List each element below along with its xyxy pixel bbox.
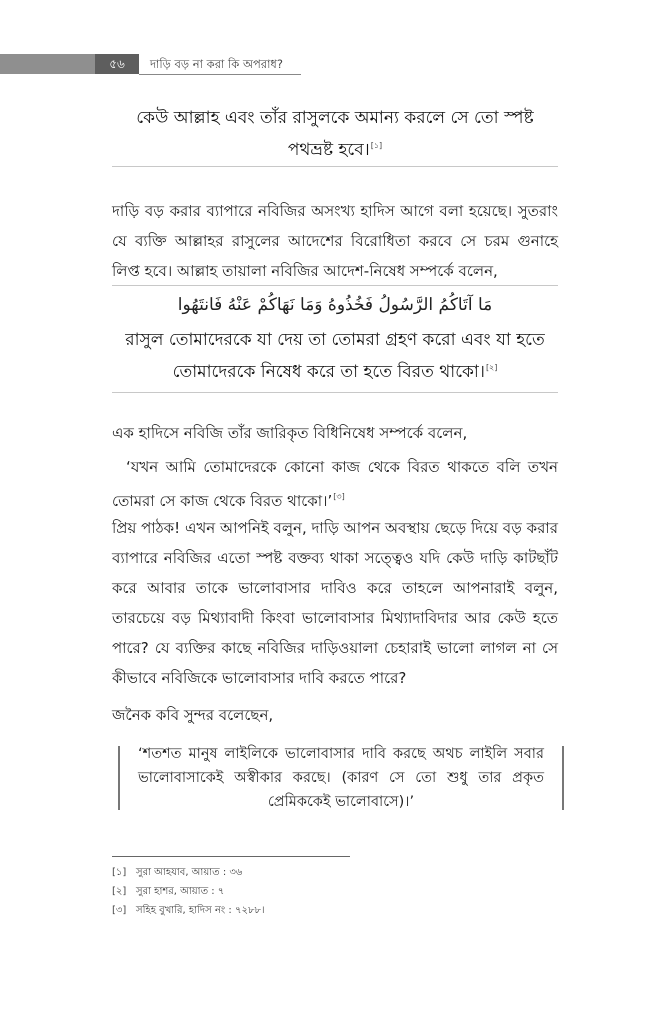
footnote-3 [112, 904, 265, 918]
divider-2 [112, 285, 558, 286]
poem-text: ‘শতশত মানুষ লাইলিকে ভালোবাসার দাবি করছে অথচ লাইলি সবার ভালোবাসাকেই অস্বীকার করছে। (কারণ সে তো শুধু তার প্রকৃত প্রেমিককেই ভালোবাসে)।’ [138, 746, 544, 810]
header-bar [0, 54, 95, 74]
footnote-1-text: সুরা আহযাব, আয়াত : ৩৬ [136, 867, 243, 878]
quote-1 [112, 104, 558, 164]
page-number: ৫৬ [95, 54, 139, 74]
footnote-1-mark: [১] [112, 867, 127, 878]
footnote-2-text: সুরা হাশর, আয়াত : ৭ [136, 886, 225, 897]
poem-bar-left [118, 746, 120, 810]
quote-2-text: রাসুল তোমাদেরকে যা দেয় তা তোমরা গ্রহণ করো এবং যা হতে তোমাদেরকে নিষেধ করে তা হতে বিরত থাকো। [125, 330, 545, 382]
footnote-2-mark: [২] [112, 886, 127, 897]
divider-3 [112, 392, 558, 393]
paragraph-4: জনৈক কবি সুন্দর বলেছেন, [112, 706, 274, 724]
footnote-2 [112, 885, 224, 899]
footnote-1 [112, 866, 242, 880]
arabic-verse: مَا آتَاكُمُ الرَّسُولُ فَخُذُوهُ وَمَا نَهَاكُمْ عَنْهُ فَانتَهُوا [177, 295, 493, 315]
quote-2-ref: [২] [485, 363, 498, 372]
paragraph-1: দাড়ি বড় করার ব্যাপারে নবিজির অসংখ্য হাদিস আগে বলা হয়েছে। সুতরাং যে ব্যক্তি আল্লাহর রাসুলের আদেশের বিরোধিতা করবে সে চরম গুনাহে লিপ্ত হবে। আল্লাহ তায়ালা নবিজির আদেশ-নিষেধ সম্পর্কে বলেন, [112, 202, 558, 280]
paragraph-3: প্রিয় পাঠক! এখন আপনিই বলুন, দাড়ি আপন অবস্থায় ছেড়ে দিয়ে বড় করার ব্যাপারে নবিজির এতো স্পষ্ট বক্তব্য থাকা সত্ত্বেও যদি কেউ দাড়ি কাটছাঁট করে আবার তাকে ভালোবাসার দাবিও করে তাহলে আপনারাই বলুন, তারচেয়ে বড় মিথ্যাবাদী কিংবা ভালোবাসার মিথ্যাদাবিদার আর কেউ হতে পারে? যে ব্যক্তির কাছে নবিজির দাড়িওয়ালা চেহারাই ভালো লাগল না সে কীভাবে নবিজিকে ভালোবাসার দাবি করতে পারে? [112, 519, 558, 687]
footnote-rule [112, 856, 350, 857]
quote-1-ref: [১] [370, 141, 383, 150]
hadith-quote [112, 452, 558, 516]
hadith-text: ‘যখন আমি তোমাদেরকে কোনো কাজ থেকে বিরত থাকতে বলি তখন তোমরা সে কাজ থেকে বিরত থাকো।’ [112, 458, 558, 510]
footnote-3-mark: [৩] [112, 905, 127, 916]
paragraph-2: এক হাদিসে নবিজি তাঁর জারিকৃত বিধিনিষেধ সম্পর্কে বলেন, [112, 424, 468, 442]
footnote-3-text: সহিহ বুখারি, হাদিস নং : ৭২৮৮। [136, 905, 265, 916]
poem-bar-right [562, 746, 564, 810]
running-title: দাড়ি বড় না করা কি অপরাধ? [150, 57, 283, 71]
quote-2 [112, 326, 558, 386]
header-underline [139, 74, 301, 75]
quote-1-text: কেউ আল্লাহ এবং তাঁর রাসুলকে অমান্য করলে সে তো স্পষ্ট পথভ্রষ্ট হবে। [136, 108, 534, 160]
divider-1 [112, 166, 558, 167]
poem-block [118, 742, 564, 814]
hadith-ref: [৩] [333, 492, 345, 501]
